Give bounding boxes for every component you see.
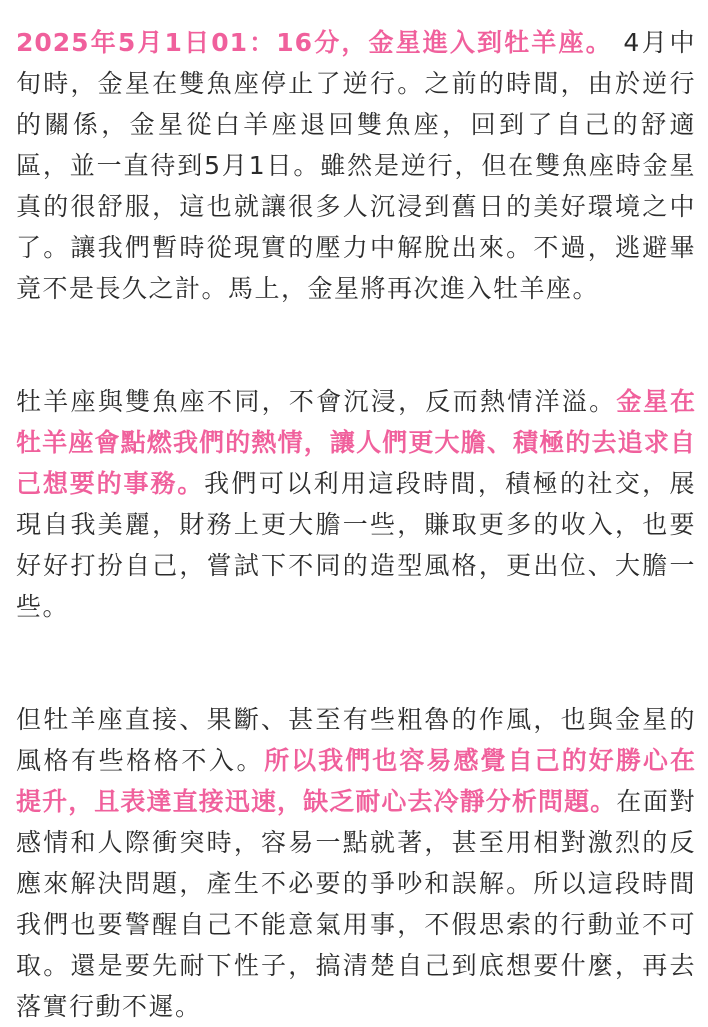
paragraph-text: 在面對感情和人際衝突時，容易一點就著，甚至用相對激烈的反應來解決問題，產生不必要的爭吵和誤解。所以這段時間我們也要警醒自己不能意氣用事，不假思索的行動並不可取。還是要先耐下性子，搞清楚自己到底想要什麼，再去落實行動不遲。: [16, 787, 696, 1021]
paragraph-aries-caution: [16, 699, 696, 1027]
highlight-ingress-time: 2025年5月1日01：16分，金星進入到牡羊座。: [16, 28, 613, 57]
paragraph-venus-ingress: [16, 22, 696, 309]
paragraph-text: 但牡羊座直接、果斷、甚至有些粗魯的作風，也與金星的風格有些格格不入。: [16, 705, 696, 775]
paragraph-text: 牡羊座與雙魚座不同，不會沉浸，反而熱情洋溢。: [16, 387, 617, 416]
paragraph-text: 我們可以利用這段時間，積極的社交，展現自我美麗，財務上更大膽一些，賺取更多的收入，也要好好打扮自己，嘗試下不同的造型風格，更出位、大膽一些。: [16, 469, 696, 621]
highlight-impatience: 所以我們也容易感覺自己的好勝心在提升，且表達直接迅速，缺乏耐心去冷靜分析問題。: [16, 746, 696, 816]
paragraph-text: 4月中旬時，金星在雙魚座停止了逆行。之前的時間，由於逆行的關係，金星從白羊座退回雙魚座，回到了自己的舒適區，並一直待到5月1日。雖然是逆行，但在雙魚座時金星真的很舒服，這也就讓很多人沉浸到舊日的美好環境之中了。讓我們暫時從現實的壓力中解脫出來。不過，逃避畢竟不是長久之計。馬上，金星將再次進入牡羊座。: [16, 28, 697, 303]
paragraph-aries-passion: [16, 381, 696, 627]
highlight-passion: 金星在牡羊座會點燃我們的熱情，讓人們更大膽、積極的去追求自己想要的事務。: [16, 387, 696, 498]
